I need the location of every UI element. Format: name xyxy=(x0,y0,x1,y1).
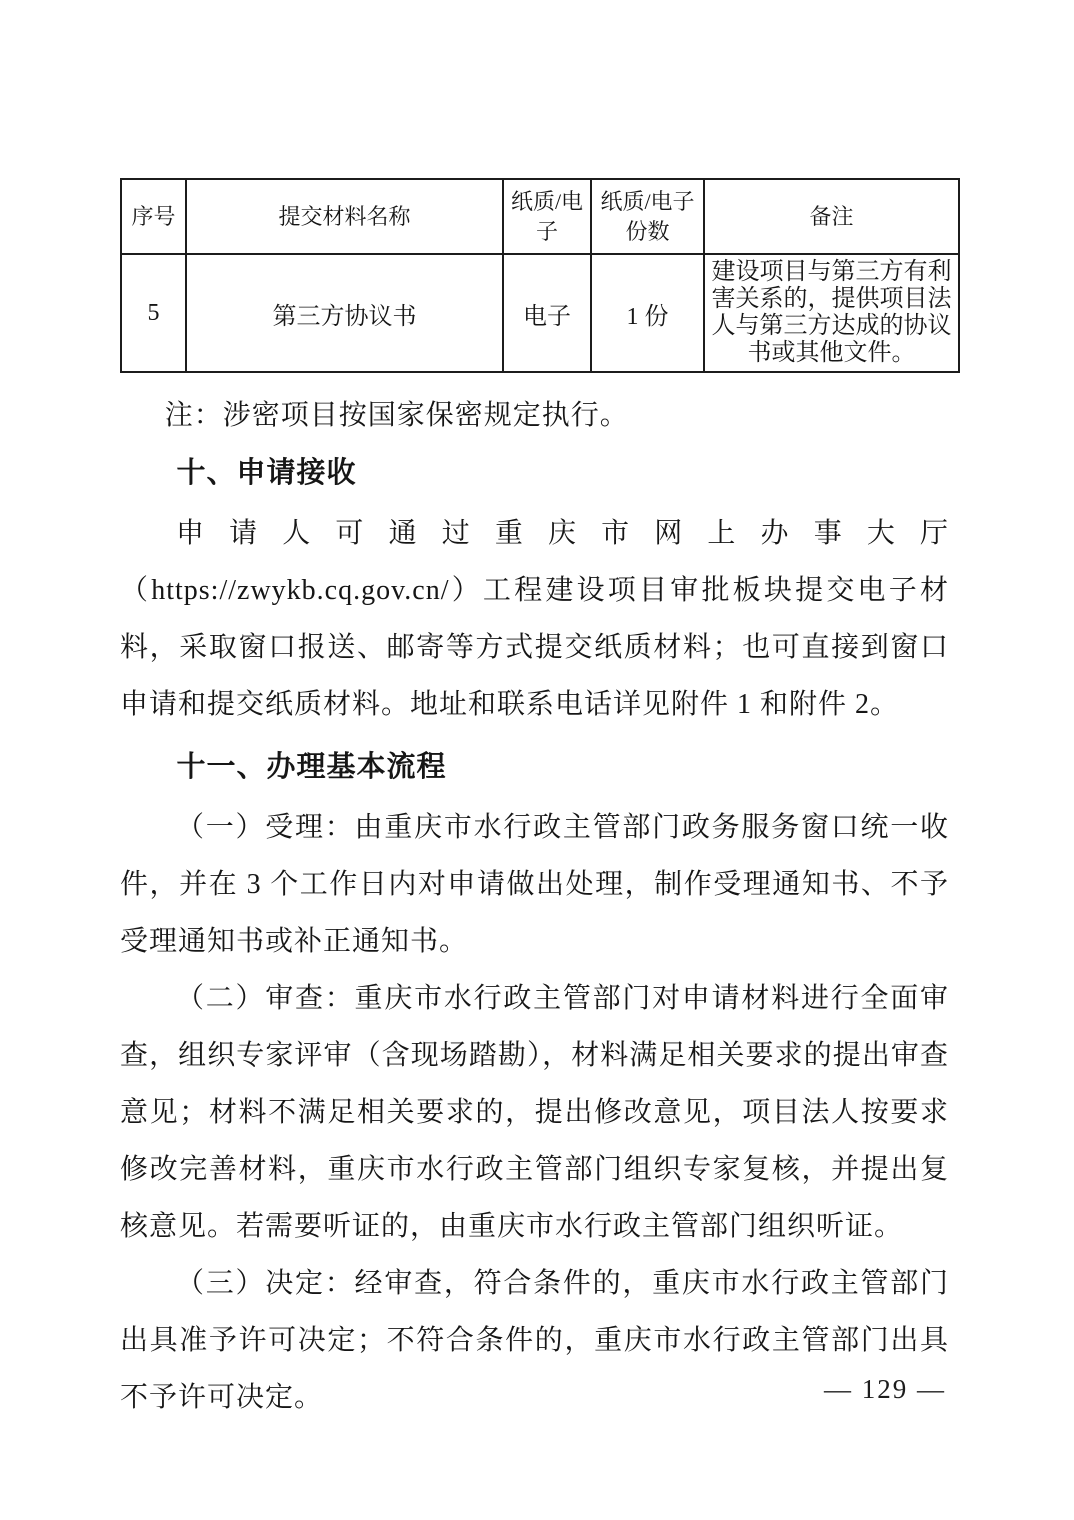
cell-copies: 1 份 xyxy=(591,254,704,372)
column-header-material-name: 提交材料名称 xyxy=(186,179,503,254)
cell-medium: 电子 xyxy=(503,254,591,372)
paragraph-review: （二）审查：重庆市水行政主管部门对申请材料进行全面审查，组织专家评审（含现场踏勘），材料满足相关要求的提出审查意见；材料不满足相关要求的，提出修改意见，项目法人按要求修改完善材料，重庆市水行政主管部门组织专家复核，并提出复核意见。若需要听证的，由重庆市水行政主管部门组织听证。 xyxy=(120,983,949,1242)
materials-table xyxy=(120,178,960,373)
cell-material-name: 第三方协议书 xyxy=(186,254,503,372)
column-header-medium: 纸质/电子 xyxy=(503,179,591,254)
cell-index: 5 xyxy=(121,254,186,372)
section-heading-basic-process: 十一、办理基本流程 xyxy=(176,751,447,783)
paragraph-acceptance: （一）受理：由重庆市水行政主管部门政务服务窗口统一收件，并在 3 个工作日内对申请做出处理，制作受理通知书、不予受理通知书或补正通知书。 xyxy=(120,812,949,957)
column-header-remark: 备注 xyxy=(704,179,959,254)
table-note: 注：涉密项目按国家保密规定执行。 xyxy=(164,400,629,431)
paragraph-decision: （三）决定：经审查，符合条件的，重庆市水行政主管部门出具准予许可决定；不符合条件的，重庆市水行政主管部门出具不予许可决定。 xyxy=(120,1268,949,1413)
paragraph-application-receipt: 申请人可通过重庆市网上办事大厅（https://zwykb.cq.gov.cn/）工程建设项目审批板块提交电子材料，采取窗口报送、邮寄等方式提交纸质材料；也可直接到窗口申请和提交纸质材料。地址和联系电话详见附件 1 和附件 2。 xyxy=(120,518,949,720)
table-header-row xyxy=(121,179,959,254)
table-row xyxy=(121,254,959,372)
cell-remark: 建设项目与第三方有利害关系的，提供项目法人与第三方达成的协议书或其他文件。 xyxy=(704,254,959,372)
column-header-index: 序号 xyxy=(121,179,186,254)
page-number: — 129 — xyxy=(824,1374,946,1404)
column-header-copies: 纸质/电子份数 xyxy=(591,179,704,254)
section-heading-application-receipt: 十、申请接收 xyxy=(176,457,357,489)
